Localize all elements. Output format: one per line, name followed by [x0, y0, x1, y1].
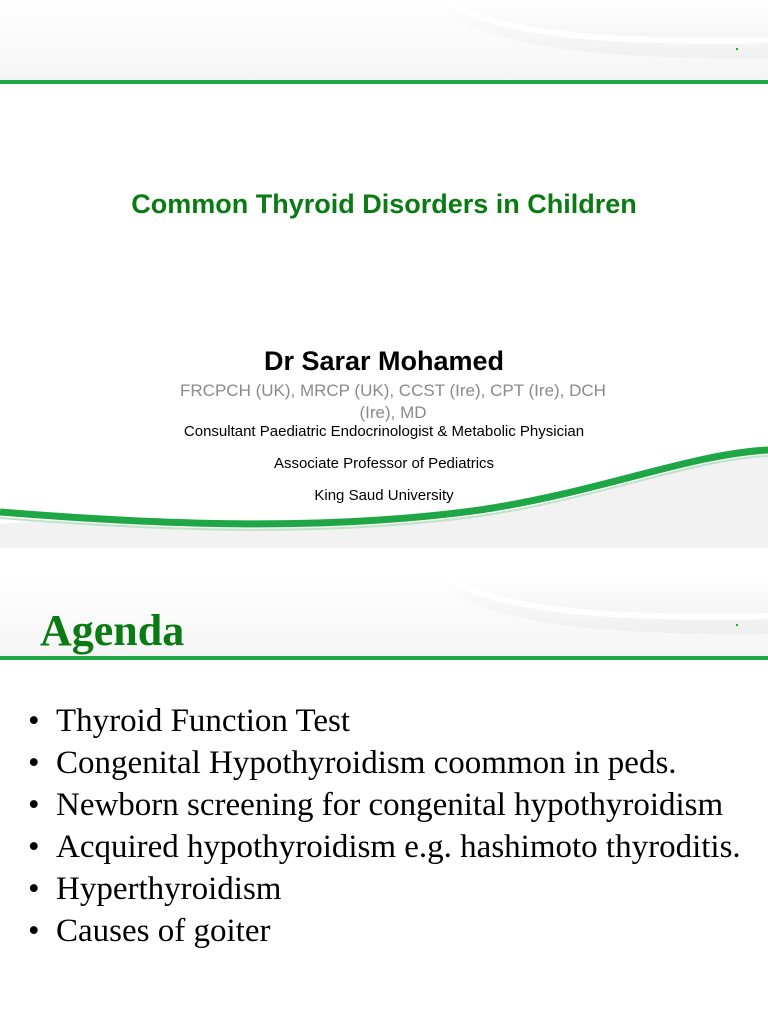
list-item-text: Congenital Hypothyroidism coommon in peds. — [56, 745, 677, 781]
bullet-icon: • — [28, 829, 40, 865]
bullet-icon: • — [28, 787, 40, 823]
header-dot — [736, 48, 738, 50]
bullet-icon: • — [28, 745, 40, 781]
slide-title: Agenda — [40, 606, 185, 655]
list-item — [28, 872, 748, 906]
list-item — [28, 830, 748, 864]
author-name: Dr Sarar Mohamed — [263, 346, 505, 376]
list-item-text: Causes of goiter — [56, 913, 271, 949]
header-green-rule — [0, 80, 768, 84]
header-band — [0, 0, 768, 80]
list-item — [28, 704, 748, 738]
header-green-rule — [0, 656, 768, 660]
author-role: Associate Professor of Pediatrics — [273, 455, 495, 472]
author-position: Consultant Paediatric Endocrinologist & Metabolic Physician — [183, 423, 585, 440]
author-institution: King Saud University — [314, 487, 454, 504]
slide-gap — [0, 548, 768, 576]
bullet-icon: • — [28, 703, 40, 739]
list-item — [28, 914, 748, 948]
bullet-icon: • — [28, 913, 40, 949]
agenda-list — [28, 704, 748, 956]
author-credentials: FRCPCH (UK), MRCP (UK), CCST (Ire), CPT (Ire), DCH (Ire), MD — [180, 381, 606, 422]
header-swoosh-decoration — [0, 0, 768, 80]
header-dot — [736, 624, 738, 626]
bullet-icon: • — [28, 871, 40, 907]
slide-title: Common Thyroid Disorders in Children — [131, 189, 637, 219]
list-item-text: Thyroid Function Test — [56, 703, 351, 739]
list-item — [28, 788, 748, 822]
footer-wave-decoration — [0, 440, 768, 548]
agenda-slide — [0, 576, 768, 1024]
list-item — [28, 746, 748, 780]
list-item-text: Hyperthyroidism — [56, 871, 282, 907]
list-item-text: Newborn screening for congenital hypothyroidism — [56, 787, 724, 823]
list-item-text: Acquired hypothyroidism e.g. hashimoto thyroditis. — [56, 829, 741, 865]
